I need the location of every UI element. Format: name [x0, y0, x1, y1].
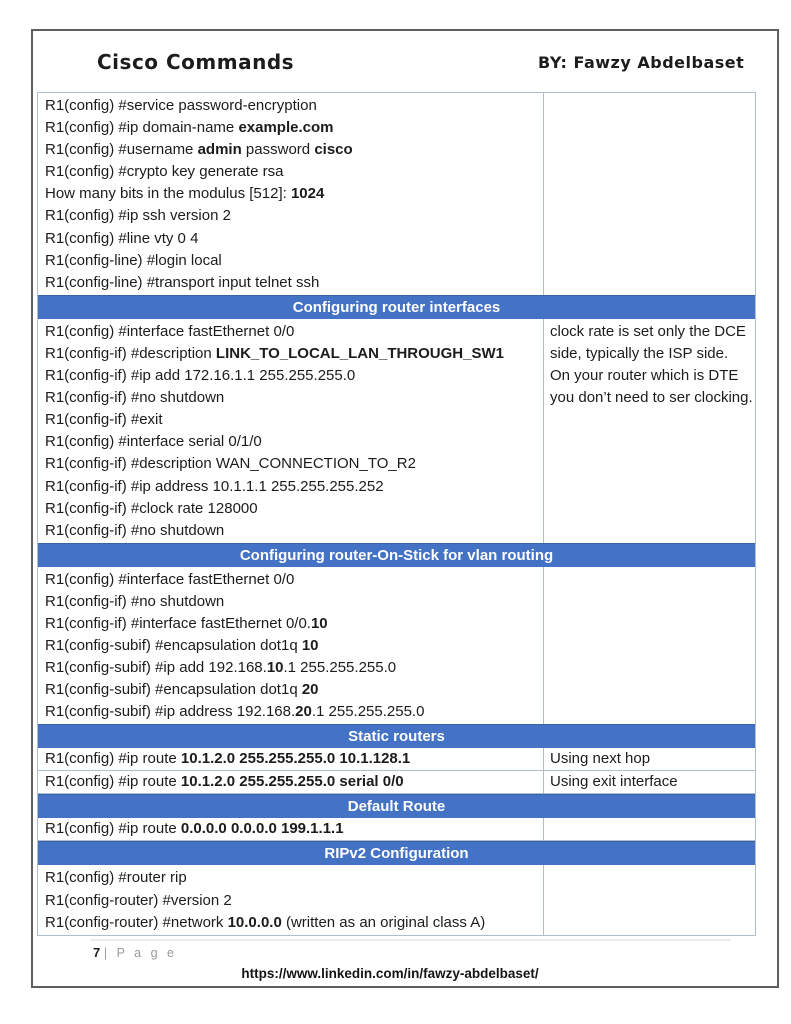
command-text: R1(config) #service password-encryption	[45, 97, 317, 114]
section-header-bar	[38, 841, 755, 865]
command-line	[38, 161, 543, 183]
command-cell	[38, 818, 544, 840]
command-line	[38, 818, 543, 840]
command-arg-bold: 10.1.2.0 255.255.255.0 10.1.128.1	[180, 750, 411, 768]
command-text: R1(config-if) #ip add 172.16.1.1 255.255.255.0	[45, 367, 356, 385]
author-byline: BY: Fawzy Abdelbaset	[538, 53, 745, 72]
command-line	[38, 679, 543, 701]
command-arg-bold: 0.0.0.0 0.0.0.0 199.1.1.1	[180, 820, 344, 838]
notes-cell	[544, 865, 755, 934]
command-text: R1(config-if) #description WAN_CONNECTION_TO_R2	[45, 455, 416, 473]
command-line	[38, 498, 543, 520]
page-word: | P a g e	[103, 946, 177, 960]
command-arg-bold: 1024	[290, 185, 325, 203]
command-line	[38, 365, 543, 387]
command-line	[38, 183, 543, 205]
command-text: password	[241, 141, 315, 159]
footer-divider	[91, 939, 731, 941]
command-line	[38, 476, 543, 498]
command-arg-bold: 10	[310, 614, 328, 632]
page-number	[93, 945, 177, 960]
section-header-label: Configuring router-On-Stick for vlan routing	[239, 546, 554, 564]
command-text: R1(config) #crypto key generate rsa	[45, 163, 284, 181]
command-text: R1(config) #interface fastEthernet 0/0	[45, 570, 295, 588]
command-line	[38, 657, 543, 679]
page-number-value: 7	[93, 945, 101, 960]
command-text: (written as an original class A)	[281, 913, 486, 931]
command-arg-bold: admin	[197, 141, 242, 159]
notes-cell	[544, 567, 755, 725]
command-text: R1(config-if) #ip address 10.1.1.1 255.255.255.252	[45, 477, 384, 495]
command-line	[38, 250, 543, 272]
command-text: R1(config) #ip route	[45, 820, 181, 838]
section-header-label: RIPv2 Configuration	[324, 845, 469, 863]
command-line	[38, 912, 543, 934]
commands-cell	[38, 93, 544, 295]
section-body	[38, 865, 755, 934]
command-arg-bold: example.com	[238, 119, 334, 137]
command-text: R1(config-subif) #ip add 192.168.	[45, 659, 267, 677]
document-header	[33, 31, 777, 92]
command-text: R1(config-router) #version 2	[45, 891, 232, 909]
command-line	[38, 272, 543, 294]
commands-cell	[38, 319, 544, 543]
command-text: R1(config-if) #description	[45, 344, 216, 362]
command-line	[38, 867, 543, 889]
command-arg-bold: cisco	[314, 141, 353, 159]
section-body	[38, 567, 755, 725]
command-arg-bold: 10	[266, 659, 284, 677]
command-arg-bold: 10.0.0.0	[227, 913, 282, 931]
section-header-label: Configuring router interfaces	[292, 298, 501, 316]
command-line	[38, 205, 543, 227]
command-arg-bold: LINK_TO_LOCAL_LAN_THROUGH_SW1	[215, 344, 504, 362]
commands-cell	[38, 865, 544, 934]
command-line	[38, 431, 543, 453]
command-line	[38, 569, 543, 591]
command-text: R1(config-if) #exit	[45, 411, 163, 429]
command-text: R1(config) #username	[45, 141, 198, 159]
command-text: .1 255.255.255.0	[311, 703, 425, 721]
command-text: R1(config) #interface serial 0/1/0	[45, 433, 262, 451]
section-header-label: Static routers	[348, 728, 445, 746]
section-header-bar	[38, 295, 755, 319]
note-cell: Using exit interface	[550, 773, 678, 791]
page-title: Cisco Commands	[97, 50, 295, 74]
command-text: How many bits in the modulus [512]:	[45, 185, 291, 203]
command-text: R1(config) #line vty 0 4	[45, 229, 199, 247]
command-arg-bold: 10.1.2.0 255.255.255.0 serial 0/0	[180, 773, 404, 791]
commands-cell	[38, 567, 544, 725]
command-arg-bold: 10	[301, 637, 319, 655]
section-header-bar	[38, 794, 755, 818]
command-text: R1(config) #ip route	[45, 750, 181, 768]
command-text: .1 255.255.255.0	[283, 659, 397, 677]
command-text: R1(config-if) #clock rate 128000	[45, 499, 258, 517]
command-line	[38, 890, 543, 912]
section-header-bar	[38, 543, 755, 567]
command-line	[38, 748, 543, 770]
section-body	[38, 319, 755, 543]
command-text: R1(config-subif) #encapsulation dot1q	[45, 681, 302, 699]
command-text: R1(config) #router rip	[45, 869, 187, 887]
command-text: R1(config) #ip ssh version 2	[45, 207, 231, 225]
command-line	[38, 771, 543, 793]
command-text: R1(config-if) #no shutdown	[45, 389, 225, 407]
command-line	[38, 387, 543, 409]
table-row	[38, 818, 755, 841]
command-arg-bold: 20	[295, 703, 312, 721]
command-line	[38, 701, 543, 723]
command-text: R1(config-router) #network	[45, 913, 228, 931]
linkedin-link[interactable]: https://www.linkedin.com/in/fawzy-abdelbaset/	[241, 966, 539, 981]
command-text: R1(config) #ip route	[45, 773, 181, 791]
table-row	[38, 748, 755, 771]
note-cell: Using next hop	[550, 750, 651, 768]
command-line	[38, 321, 543, 343]
note-paragraph: clock rate is set only the DCE side, typically the ISP side.	[550, 322, 746, 362]
section-header-label: Default Route	[347, 798, 446, 816]
notes-cell	[544, 319, 755, 543]
command-line	[38, 635, 543, 657]
command-line	[38, 95, 543, 117]
notes-cell	[544, 93, 755, 295]
command-line	[38, 453, 543, 475]
command-line	[38, 139, 543, 161]
command-line	[38, 409, 543, 431]
command-table	[37, 92, 756, 936]
command-text: R1(config-subif) #encapsulation dot1q	[45, 637, 302, 655]
command-line	[38, 613, 543, 635]
command-text: R1(config-line) #login local	[45, 251, 222, 269]
command-cell	[38, 771, 544, 793]
command-text: R1(config-if) #interface fastEthernet 0/0.	[45, 614, 311, 632]
table-row	[38, 771, 755, 794]
command-text: R1(config-line) #transport input telnet ssh	[45, 273, 320, 291]
section-body	[38, 93, 755, 295]
document-page	[31, 29, 779, 988]
command-line	[38, 520, 543, 542]
note-paragraph: On your router which is DTE you don’t need to ser clocking.	[550, 367, 753, 407]
command-line	[38, 343, 543, 365]
note-cell	[544, 818, 755, 840]
section-header-bar	[38, 724, 755, 748]
command-text: R1(config-if) #no shutdown	[45, 592, 225, 610]
command-line	[38, 228, 543, 250]
command-line	[38, 591, 543, 613]
command-text: R1(config-subif) #ip address 192.168.	[45, 703, 296, 721]
command-text: R1(config-if) #no shutdown	[45, 521, 225, 539]
command-text: R1(config) #interface fastEthernet 0/0	[45, 322, 295, 340]
command-text: R1(config) #ip domain-name	[45, 119, 239, 137]
command-line	[38, 117, 543, 139]
command-cell	[38, 748, 544, 770]
command-arg-bold: 20	[301, 681, 319, 699]
